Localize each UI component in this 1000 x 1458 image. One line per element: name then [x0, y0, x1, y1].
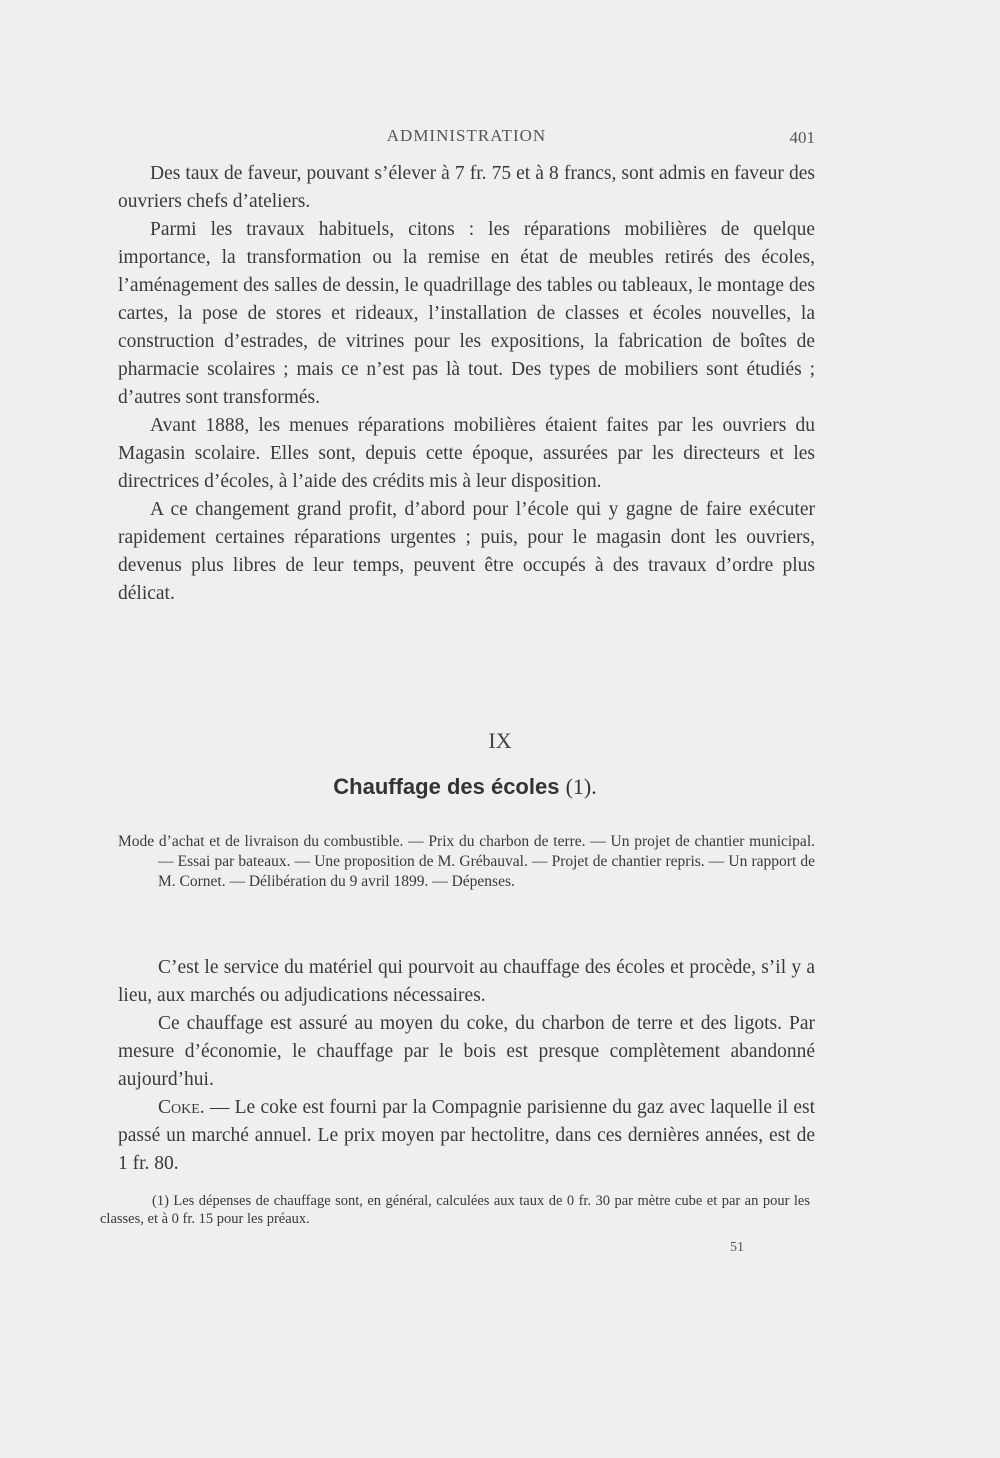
section-title-text: Chauffage des écoles	[333, 774, 560, 799]
paragraph: A ce changement grand profit, d’abord pour l’école qui y gagne de faire exécuter rapidement certaines réparations urgentes ; puis, pour le magasin dont les ouvriers, devenus plus libres de leur temps, peuvent être occupés à des travaux d’ordre plus délicat.	[118, 499, 815, 604]
paragraph-lead: Coke.	[158, 1097, 205, 1118]
body-text	[118, 160, 815, 608]
paragraph: Parmi les travaux habituels, citons : les réparations mobilières de quelque importance, la transformation ou la remise en état de meubles retirés des écoles, l’aménagement des salles de dessin, le quadrillage des tables ou tableaux, le montage des cartes, la pose de stores et rideaux, l’installation de classes et écoles nouvelles, la construction d’estrades, de vitrines pour les expositions, la fabrication de boîtes de pharmacie scolaires ; mais ce n’est pas là tout. Des types de mobiliers sont étudiés ; d’autres sont transformés.	[118, 219, 815, 408]
running-title: ADMINISTRATION	[386, 126, 547, 145]
paragraph: Ce chauffage est assuré au moyen du coke, du charbon de terre et des ligots. Par mesure d’économie, le chauffage par le bois est presque complètement abandonné aujourd’hui.	[118, 1013, 815, 1090]
page-number: 401	[789, 128, 815, 147]
section-body	[118, 954, 815, 1178]
section-summary: Mode d’achat et de livraison du combustible. — Prix du charbon de terre. — Un projet de chantier municipal. — Essai par bateaux. — Une proposition de M. Grébauval. — Projet de chantier repris. — Un rapport de M. Cornet. — Délibération du 9 avril 1899. — Dépenses.	[118, 833, 815, 890]
paragraph-rest: — Le coke est fourni par la Compagnie parisienne du gaz avec laquelle il est passé un marché annuel. Le prix moyen par hectolitre, dans ces dernières années, est de 1 fr. 80.	[118, 1097, 815, 1174]
paragraph: C’est le service du matériel qui pourvoit au chauffage des écoles et procède, s’il y a lieu, aux marchés ou adjudications nécessaires.	[118, 957, 815, 1006]
footnote-reference: (1).	[565, 774, 597, 799]
printer-signature: 51	[730, 1240, 744, 1255]
section-numeral: IX	[488, 728, 512, 753]
footnote: (1) Les dépenses de chauffage sont, en général, calculées aux taux de 0 fr. 30 par mètre cube et par an pour les classes, et à 0 fr. 15 pour les préaux.	[100, 1193, 810, 1227]
paragraph: Avant 1888, les menues réparations mobilières étaient faites par les ouvriers du Magasin scolaire. Elles sont, depuis cette époque, assurées par les directeurs et les directrices d’écoles, à l’aide des crédits mis à leur disposition.	[118, 415, 815, 492]
paragraph	[118, 1094, 815, 1178]
section-title	[0, 774, 930, 800]
running-head	[118, 126, 815, 152]
paragraph: Des taux de faveur, pouvant s’élever à 7 fr. 75 et à 8 francs, sont admis en faveur des ouvriers chefs d’ateliers.	[118, 163, 815, 212]
